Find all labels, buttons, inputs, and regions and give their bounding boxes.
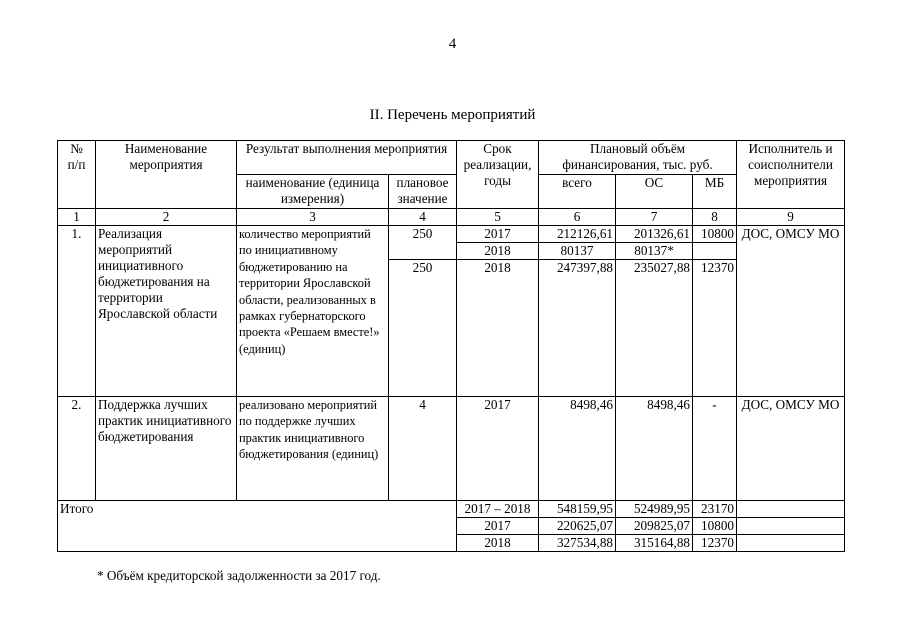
column-number-row [58, 209, 845, 226]
row-mb: 12370 [693, 260, 737, 397]
activities-table [57, 140, 845, 552]
row-name: Поддержка лучших практик инициативного бюджетирования [96, 397, 237, 501]
totals-row [58, 501, 845, 518]
header-num: № п/п [58, 141, 96, 209]
row-num: 1. [58, 226, 96, 397]
header-vol-os: ОС [616, 175, 693, 209]
header-term: Срок реализации, годы [457, 141, 539, 209]
totals-total: 327534,88 [539, 535, 616, 552]
totals-label: Итого [58, 501, 457, 552]
totals-year: 2017 [457, 518, 539, 535]
row-year: 2017 [457, 397, 539, 501]
row-executor: ДОС, ОМСУ МО [737, 397, 845, 501]
totals-os: 524989,95 [616, 501, 693, 518]
row-mb: - [693, 397, 737, 501]
col-number: 1 [58, 209, 96, 226]
section-title: II. Перечень мероприятий [369, 107, 536, 123]
col-number: 6 [539, 209, 616, 226]
totals-year: 2017 – 2018 [457, 501, 539, 518]
table-row [58, 226, 845, 243]
row-mb: 10800 [693, 226, 737, 243]
table-row [58, 397, 845, 501]
row-result: реализовано мероприятий по поддержке лучших практик инициативного бюджетирования (единиц) [237, 397, 389, 501]
totals-total: 548159,95 [539, 501, 616, 518]
totals-total: 220625,07 [539, 518, 616, 535]
row-total: 8498,46 [539, 397, 616, 501]
row-os: 80137* [616, 243, 693, 260]
header-name: Наименование мероприятия [96, 141, 237, 209]
col-number: 3 [237, 209, 389, 226]
header-vol-total: всего [539, 175, 616, 209]
row-year: 2017 [457, 226, 539, 243]
row-year: 2018 [457, 243, 539, 260]
row-plan: 4 [389, 397, 457, 501]
col-number: 8 [693, 209, 737, 226]
header-result-plan: плановое значение [389, 175, 457, 209]
row-plan: 250 [389, 226, 457, 260]
header-result-name: наименование (единица измерения) [237, 175, 389, 209]
page-number: 4 [448, 36, 457, 52]
col-number: 5 [457, 209, 539, 226]
row-mb [693, 243, 737, 260]
row-total: 247397,88 [539, 260, 616, 397]
totals-os: 209825,07 [616, 518, 693, 535]
row-num: 2. [58, 397, 96, 501]
col-number: 7 [616, 209, 693, 226]
header-vol-mb: МБ [693, 175, 737, 209]
row-year: 2018 [457, 260, 539, 397]
row-plan: 250 [389, 260, 457, 397]
col-number: 4 [389, 209, 457, 226]
row-os: 8498,46 [616, 397, 693, 501]
totals-os: 315164,88 [616, 535, 693, 552]
row-total: 212126,61 [539, 226, 616, 243]
row-os: 201326,61 [616, 226, 693, 243]
col-number: 2 [96, 209, 237, 226]
totals-mb: 10800 [693, 518, 737, 535]
header-volume: Плановый объём финансирования, тыс. руб. [539, 141, 737, 175]
totals-executor [737, 518, 845, 535]
totals-year: 2018 [457, 535, 539, 552]
totals-mb: 23170 [693, 501, 737, 518]
row-name: Реализация мероприятий инициативного бюджетирования на территории Ярославской области [96, 226, 237, 397]
totals-mb: 12370 [693, 535, 737, 552]
row-os: 235027,88 [616, 260, 693, 397]
footnote: * Объём кредиторской задолженности за 2017 год. [97, 568, 381, 583]
col-number: 9 [737, 209, 845, 226]
row-executor: ДОС, ОМСУ МО [737, 226, 845, 397]
totals-executor [737, 535, 845, 552]
header-executor: Исполнитель и соисполнители мероприятия [737, 141, 845, 209]
row-result: количество мероприятий по инициативному бюджетированию на территории Ярославской области, реализованных в рамках губернаторского проекта «Решаем вместе!» (единиц) [237, 226, 389, 397]
totals-executor [737, 501, 845, 518]
row-total: 80137 [539, 243, 616, 260]
header-result: Результат выполнения мероприятия [237, 141, 457, 175]
